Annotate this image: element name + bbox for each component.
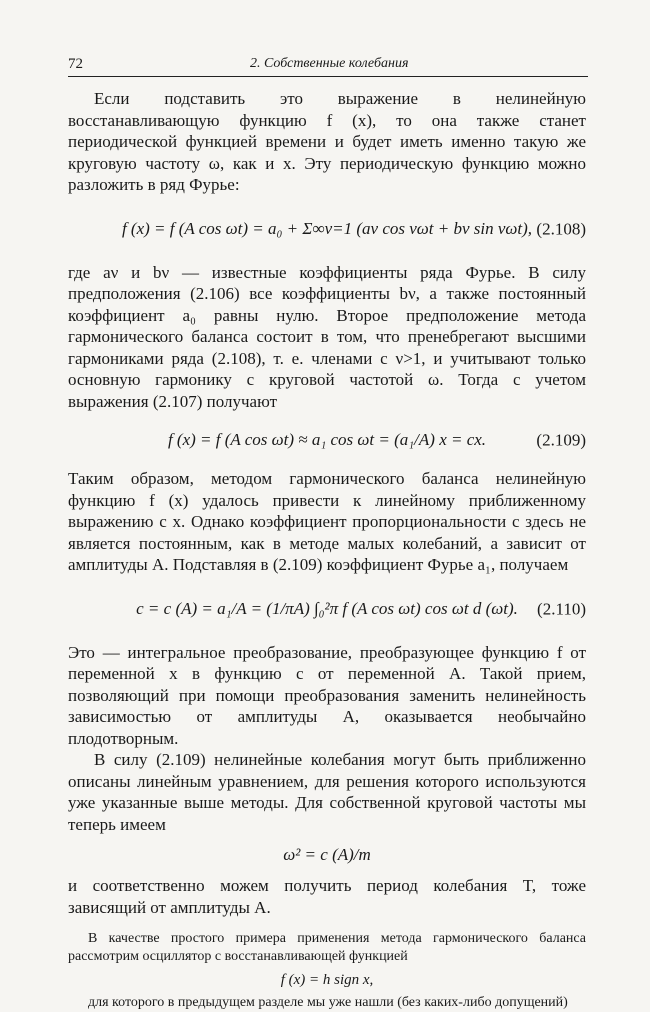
page-number: 72 xyxy=(68,56,83,72)
equation-2-108-number: (2.108) xyxy=(536,218,586,238)
equation-2-109-number: (2.109) xyxy=(536,430,586,450)
paragraph-4: Это — интегральное преобразование, преобразующее функцию f от переменной x в функцию c от переменной A. Такой прием, позволяющий при помощи преобразования заменить нелинейность зависимостью от амплитуды A, оказывается необычайно плодотворным. xyxy=(68,642,586,748)
equation-sign xyxy=(68,966,586,994)
equation-sign-expr: f (x) = h sign x, xyxy=(280,972,374,988)
page-header xyxy=(68,56,588,77)
equation-2-110-number: (2.110) xyxy=(537,598,586,618)
paragraph-1: Если подставить это выражение в нелинейную восстанавливающую функцию f (x), то она также станет периодической функцией времени и будет иметь именно такую же круговую частоту ω, как и x. Эту периодическую функцию можно разложить в ряд Фурье: xyxy=(68,89,586,194)
equation-omega-expr: ω² = c (A)/m xyxy=(283,845,371,865)
paragraph-3: Таким образом, методом гармонического баланса нелинейную функцию f (x) удалось привести к линейному приближенному выражению с x. Однако коэффициент пропорциональности c здесь не является постоянным, как в методе малых колебаний, а зависит от амплитуды A. Подставляя в (2.109) коэффициент Фурье a₁, получаем xyxy=(68,469,586,574)
equation-2-110-expr: c = c (A) = a₁/A = (1/πA) ∫₀²π f (A cos ωt) cos ωt d (ωt). xyxy=(136,598,518,618)
equation-2-109-expr: f (x) = f (A cos ωt) ≈ a₁ cos ωt = (a₁/A) x = cx. xyxy=(167,430,487,450)
equation-omega xyxy=(68,835,586,875)
equation-2-109 xyxy=(68,412,586,468)
equation-2-108 xyxy=(68,196,586,262)
equation-2-108-expr: f (x) = f (A cos ωt) = a₀ + Σ∞ν=1 (aν cos νωt + bν sin νωt), xyxy=(121,218,533,238)
equation-2-110 xyxy=(68,576,586,642)
running-title: 2. Собственные колебания xyxy=(250,56,409,71)
example-note xyxy=(68,930,586,1012)
paragraph-6: и соответственно можем получить период колебания T, тоже зависящий от амплитуды A. xyxy=(68,876,586,917)
paragraph-2: где aν и bν — известные коэффициенты ряда Фурье. В силу предположения (2.106) все коэффициенты bν, а также постоянный коэффициент a₀ равны нулю. Второе предположение метода гармонического баланса состоит в том, что пренебрегают высшими гармониками ряда (2.108), т. е. членами с ν>1, и учитывают только основную гармонику с круговой частотой ω. Тогда с учетом выражения (2.107) получают xyxy=(68,262,586,411)
paragraph-5: В силу (2.109) нелинейные колебания могут быть приближенно описаны линейным уравнением, для решения которого используются уже указанные выше методы. Для собственной круговой частоты мы теперь имеем xyxy=(68,750,586,834)
page-body xyxy=(68,88,586,1012)
example-note-text-1: В качестве простого примера применения метода гармонического баланса рассмотрим осциллятор с восстанавливающей функцией xyxy=(68,931,586,964)
example-note-text-2: для которого в предыдущем разделе мы уже нашли (без каких-либо допущений) xyxy=(88,995,568,1010)
